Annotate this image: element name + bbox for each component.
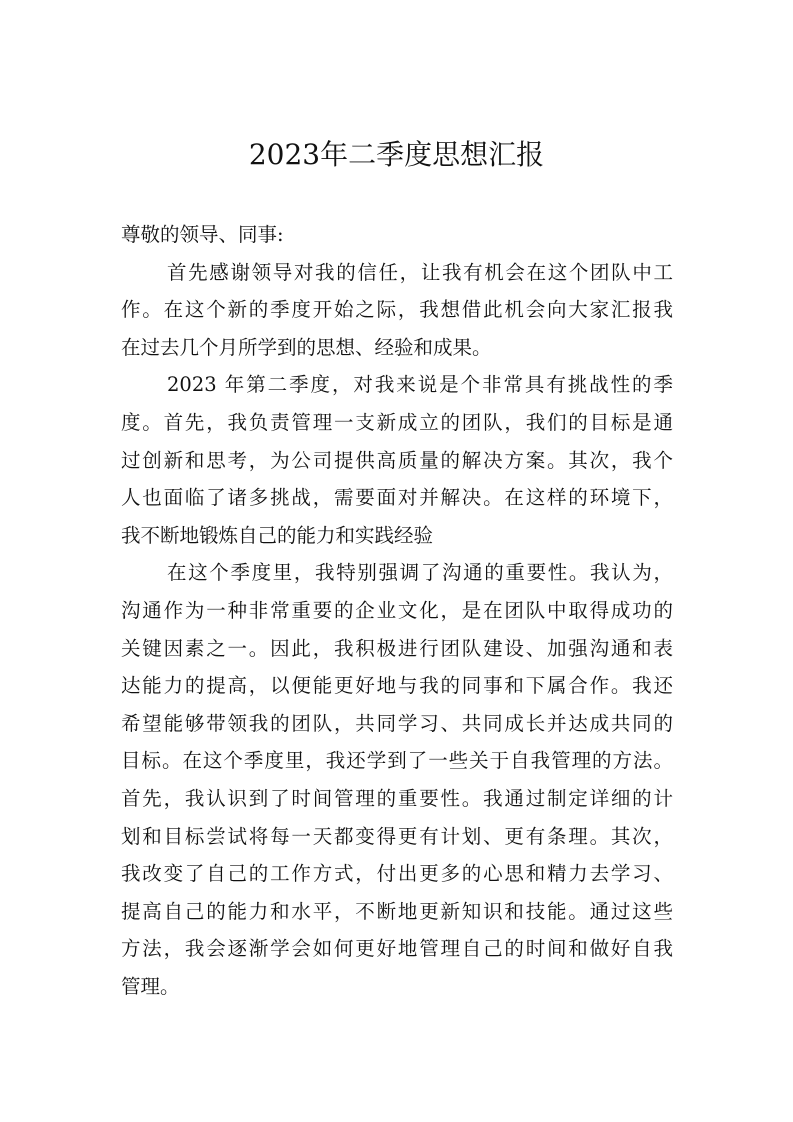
paragraph-3-line: 方法，我会逐渐学会如何更好地管理自己的时间和做好自我: [121, 937, 673, 961]
paragraph-3-line: 首先，我认识到了时间管理的重要性。我通过制定详细的计: [121, 786, 673, 810]
paragraph-2-line: 2023 年第二季度，对我来说是个非常具有挑战性的季: [167, 373, 673, 397]
paragraph-3-line: 关键因素之一。因此，我积极进行团队建设、加强沟通和表: [121, 636, 673, 660]
paragraph-3-line: 目标。在这个季度里，我还学到了一些关于自我管理的方法。: [121, 749, 673, 773]
paragraph-2-line: 我不断地锻炼自己的能力和实践经验: [121, 523, 434, 547]
paragraph-2-line: 过创新和思考，为公司提供高质量的解决方案。其次，我个: [121, 448, 673, 472]
paragraph-3-line: 希望能够带领我的团队，共同学习、共同成长并达成共同的: [121, 711, 673, 735]
paragraph-3-line: 在这个季度里，我特别强调了沟通的重要性。我认为，: [167, 561, 673, 585]
paragraph-3-line: 划和目标尝试将每一天都变得更有计划、更有条理。其次，: [121, 824, 673, 848]
paragraph-3-line: 沟通作为一种非常重要的企业文化，是在团队中取得成功的: [121, 598, 673, 622]
document-title: 2023年二季度思想汇报: [248, 138, 545, 171]
paragraph-3-line: 提高自己的能力和水平，不断地更新知识和技能。通过这些: [121, 899, 673, 923]
document-body: [121, 216, 673, 1005]
paragraph-1-line: 在过去几个月所学到的思想、经验和成果。: [121, 335, 492, 359]
paragraph-3-line: 我改变了自己的工作方式，付出更多的心思和精力去学习、: [121, 862, 673, 886]
paragraph-3-line: 管理。: [121, 974, 180, 998]
paragraph-1-line: 作。在这个新的季度开始之际，我想借此机会向大家汇报我: [121, 298, 673, 322]
paragraph-2-line: 人也面临了诸多挑战，需要面对并解决。在这样的环境下，: [121, 486, 673, 510]
greeting: 尊敬的领导、同事:: [121, 223, 284, 246]
paragraph-1-line: 首先感谢领导对我的信任，让我有机会在这个团队中工: [167, 260, 673, 284]
paragraph-2-line: 度。首先，我负责管理一支新成立的团队，我们的目标是通: [121, 410, 673, 434]
paragraph-3-line: 达能力的提高，以便能更好地与我的同事和下属合作。我还: [121, 674, 673, 698]
